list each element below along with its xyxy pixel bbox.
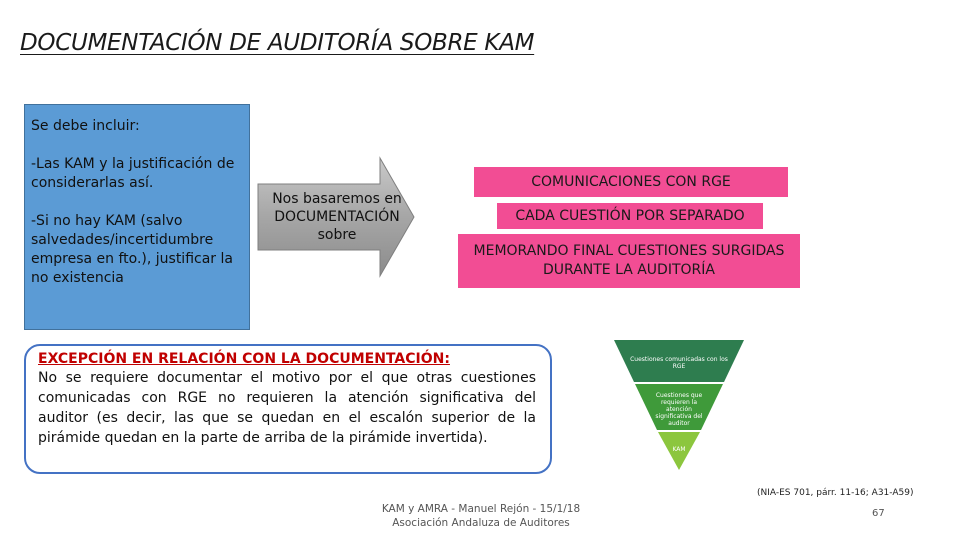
- exception-body: No se requiere documentar el motivo por el que otras cuestiones comunicadas con RGE no requieren la atención significativa del auditor (es decir, las que se quedan en el escalón superior de la pirámide quedan en la parte de arriba de la pirámide invertida).: [38, 370, 536, 446]
- arrow-line-1: Nos basaremos en: [272, 191, 402, 207]
- footer-author-line-1: KAM y AMRA - Manuel Rejón - 15/1/18: [381, 503, 581, 515]
- citation: (NIA-ES 701, párr. 11-16; A31-A59): [757, 488, 914, 498]
- requirements-intro: Se debe incluir:: [31, 118, 140, 134]
- page-title: DOCUMENTACIÓN DE AUDITORÍA SOBRE KAM: [20, 30, 535, 56]
- final-memo-line-2: DURANTE LA AUDITORÍA: [543, 262, 715, 278]
- final-memo-line-1: MEMORANDO FINAL CUESTIONES SURGIDAS: [473, 243, 785, 259]
- arrow-line-2: DOCUMENTACIÓN: [274, 209, 400, 225]
- arrow-label: [262, 190, 412, 244]
- exception-title: EXCEPCIÓN EN RELACIÓN CON LA DOCUMENTACIÓN:: [38, 351, 450, 367]
- footer-author-line-2: Asociación Andaluza de Auditores: [392, 517, 570, 529]
- final-memo-box: [458, 234, 800, 288]
- arrow-line-3: sobre: [317, 227, 357, 243]
- each-issue-box: CADA CUESTIÓN POR SEPARADO: [497, 203, 763, 229]
- communications-box: COMUNICACIONES CON RGE: [474, 167, 788, 197]
- pyramid-label-bottom: KAM: [672, 446, 686, 453]
- requirement-kam: -Las KAM y la justificación de considerarlas así.: [31, 156, 235, 191]
- pyramid-label-middle: Cuestiones que requieren la atención significativa del auditor: [655, 392, 703, 427]
- footer-author: [380, 502, 582, 530]
- page-number: 67: [872, 508, 885, 519]
- requirements-box: [24, 104, 250, 330]
- requirement-no-kam: -Si no hay KAM (salvo salvedades/incertidumbre empresa en fto.), justificar la no existencia: [31, 213, 233, 286]
- exception-box: [24, 344, 552, 474]
- pyramid-label-top: Cuestiones comunicadas con los RGE: [630, 356, 728, 370]
